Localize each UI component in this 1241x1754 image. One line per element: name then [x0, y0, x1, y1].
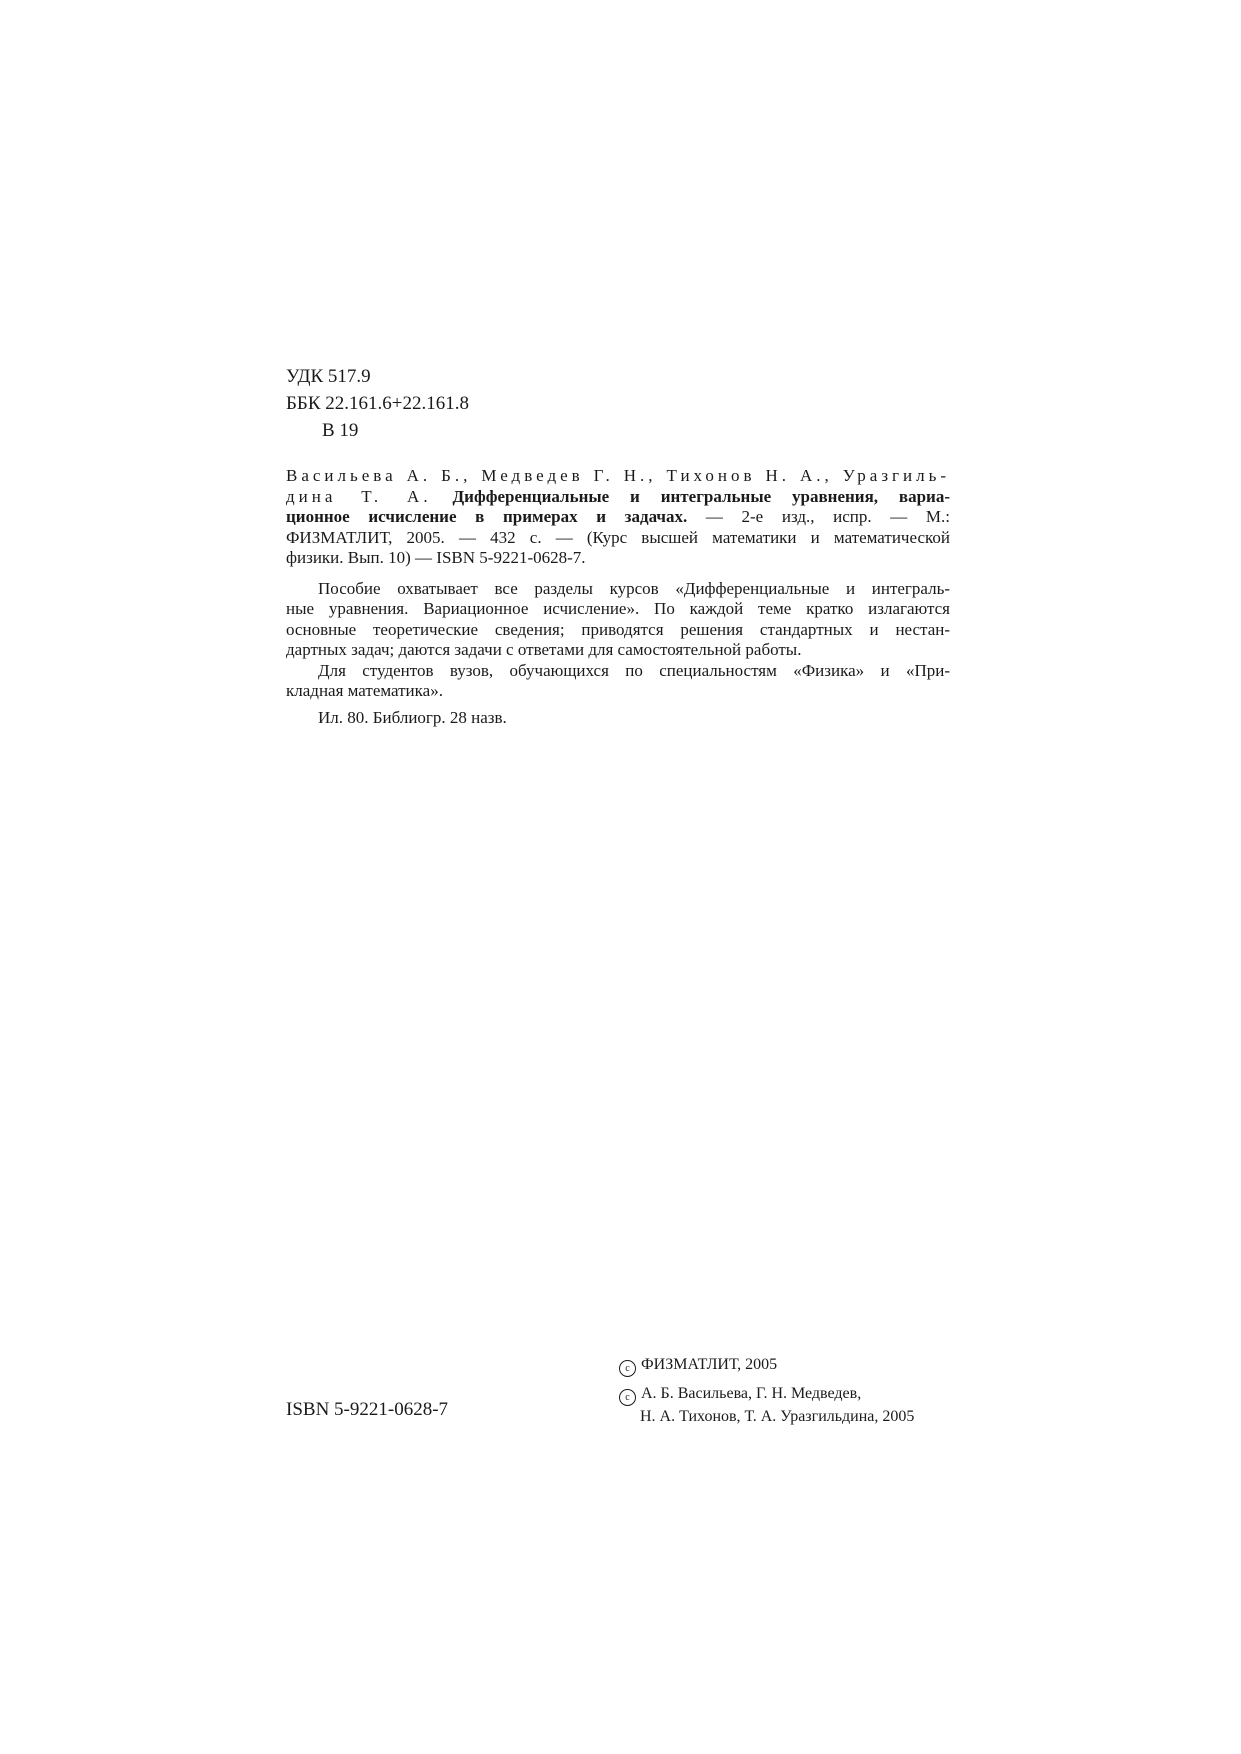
- book-title-part1: Дифференциальные и интегральные уравнения, вариа-: [452, 486, 950, 506]
- biblio-author-end: дина Т. А.: [286, 486, 432, 506]
- copyright-publisher-text: ФИЗМАТЛИТ, 2005: [641, 1356, 778, 1373]
- copyright-authors-text: А. Б. Васильева, Г. Н. Медведев,: [641, 1385, 862, 1402]
- annotation-line: основные теоретические сведения; приводятся решения стандартных и нестан-: [286, 619, 950, 639]
- annotation-line: дартных задач; даются задачи с ответами для самостоятельной работы.: [286, 640, 802, 659]
- copyright-publisher: [619, 1354, 914, 1377]
- annotation-line: Для студентов вузов, обучающихся по специальностям «Физика» и «При-: [318, 660, 950, 680]
- edition-info: — 2-е изд., испр. — М.:: [705, 507, 950, 526]
- book-title-part2: ционное исчисление в примерах и задачах.: [286, 507, 688, 526]
- copyright-authors: [619, 1383, 914, 1406]
- biblio-line-series: физики. Вып. 10) — ISBN 5-9221-0628-7.: [286, 548, 586, 567]
- spacer: [286, 569, 950, 579]
- copyright-block: [619, 1354, 914, 1427]
- annotation-line: Пособие охватывает все разделы курсов «Дифференциальные и интеграль-: [318, 578, 950, 598]
- biblio-line-3: [286, 507, 950, 528]
- biblio-line-2: [286, 487, 950, 508]
- biblio-line-authors: Васильева А. Б., Медведев Г. Н., Тихонов Н. А., Уразгиль-: [286, 466, 950, 485]
- author-sign: В 19: [322, 420, 359, 441]
- annotation-line: ные уравнения. Вариационное исчисление». По каждой теме кратко излагаются: [286, 599, 950, 618]
- illustrations-bibliography-count: Ил. 80. Библиогр. 28 назв.: [318, 707, 507, 727]
- copyright-icon: c: [619, 1389, 636, 1406]
- copyright-authors-continued: Н. А. Тихонов, Т. А. Уразгильдина, 2005: [640, 1408, 915, 1425]
- annotation-paragraph-2: [286, 661, 950, 702]
- annotation-line: кладная математика».: [286, 681, 443, 700]
- biblio-line-publisher: ФИЗМАТЛИТ, 2005. — 432 с. — (Курс высшей математики и математической: [286, 527, 950, 547]
- bbk-code: ББК 22.161.6+22.161.8: [286, 393, 469, 414]
- copyright-icon: c: [619, 1360, 636, 1377]
- isbn: ISBN 5-9221-0628-7: [286, 1399, 449, 1420]
- classification-block: [286, 363, 469, 444]
- udk-code: УДК 517.9: [286, 366, 371, 387]
- bibliographic-description: [286, 466, 950, 728]
- annotation-paragraph-1: [286, 579, 950, 661]
